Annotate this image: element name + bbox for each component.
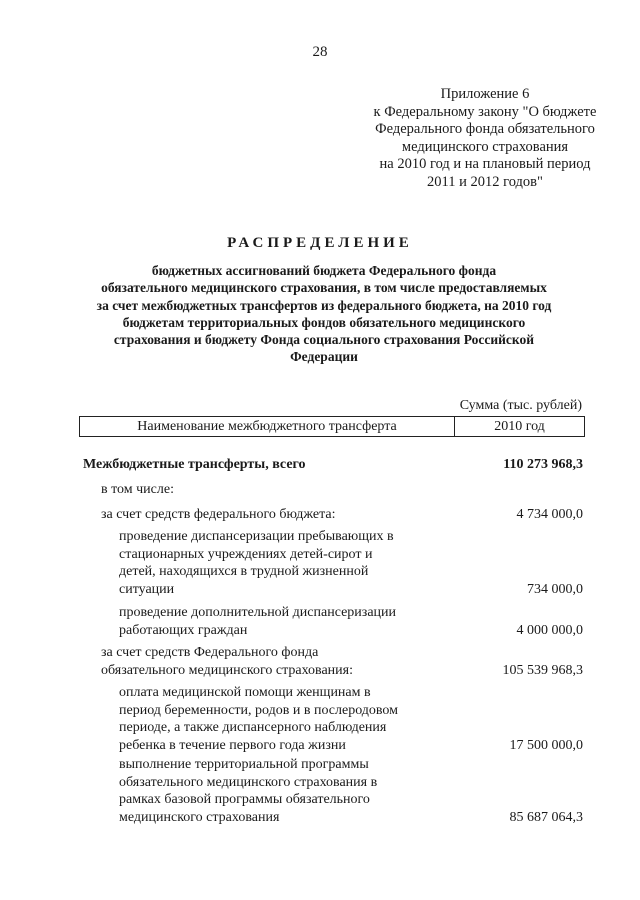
subtitle-line: обязательного медицинского страхования, в том числе предоставляемых: [101, 280, 547, 296]
appendix-line: к Федеральному закону "О бюджете: [373, 103, 597, 120]
subtitle-line: бюджетных ассигнований бюджета Федерального фонда: [151, 263, 497, 278]
table-row: [0, 528, 640, 600]
appendix-line: Приложение 6: [440, 86, 530, 102]
appendix-line: 2011 и 2012 годов": [427, 173, 543, 190]
subtitle-line: Федерации: [290, 349, 358, 365]
subtitle-line: за счет межбюджетных трансфертов из федерального бюджета, на 2010 год: [96, 297, 552, 313]
row-label: медицинского страхования: [119, 809, 280, 825]
subtitle-line: страхования и бюджету Фонда социального страхования Российской: [113, 332, 535, 348]
appendix-reference: [340, 86, 630, 191]
appendix-line: Федерального фонда обязательного: [375, 121, 595, 137]
table-header: [79, 416, 585, 437]
row-label: выполнение территориальной программы: [119, 757, 369, 772]
row-label: за счет средств федерального бюджета:: [101, 507, 336, 522]
row-value: 4 734 000,0: [516, 507, 583, 522]
row-label: проведение диспансеризации пребывающих в: [119, 529, 394, 544]
row-value: 85 687 064,3: [509, 809, 583, 825]
row-label: обязательного медицинского страхования в: [119, 774, 378, 790]
row-value: 17 500 000,0: [509, 737, 583, 753]
subtitle-line: бюджетам территориальных фондов обязательного медицинского: [122, 314, 526, 330]
row-label: ситуации: [119, 581, 175, 597]
appendix-line: медицинского страхования: [401, 138, 569, 155]
appendix-line: на 2010 год и на плановый период: [379, 156, 591, 172]
unit-label: Сумма (тыс. рублей): [459, 398, 582, 413]
row-label: оплата медицинской помощи женщинам в: [119, 685, 371, 700]
row-label: периоде, а также диспансерного наблюдения: [119, 720, 387, 735]
header-name-column: Наименование межбюджетного трансферта: [80, 417, 455, 436]
document-title: РАСПРЕДЕЛЕНИЕ: [227, 235, 413, 251]
table-row: [0, 684, 640, 756]
header-year-column: 2010 год: [494, 419, 545, 434]
row-label: проведение дополнительной диспансеризации: [119, 605, 397, 620]
row-label: стационарных учреждениях детей-сирот и: [119, 546, 373, 562]
row-label: работающих граждан: [119, 622, 248, 638]
row-value: 734 000,0: [527, 581, 583, 597]
table-row: [0, 644, 640, 680]
row-label: детей, находящихся в трудной жизненной: [119, 564, 369, 579]
row-value: 4 000 000,0: [516, 622, 583, 638]
row-label: обязательного медицинского страхования:: [101, 662, 353, 678]
page-number: 28: [312, 44, 328, 60]
row-value: 110 273 968,3: [503, 457, 583, 472]
row-label: Межбюджетные трансферты, всего: [83, 457, 306, 472]
row-label: период беременности, родов и в послеродовом: [119, 702, 399, 718]
table-row: [0, 604, 640, 640]
row-label: рамках базовой программы обязательного: [119, 792, 370, 807]
table-row: [0, 756, 640, 828]
row-value: 105 539 968,3: [502, 662, 583, 678]
row-label: ребенка в течение первого года жизни: [119, 737, 346, 753]
row-label: за счет средств Федерального фонда: [101, 645, 319, 660]
document-subtitle: [66, 262, 582, 366]
row-label: в том числе:: [101, 482, 174, 497]
